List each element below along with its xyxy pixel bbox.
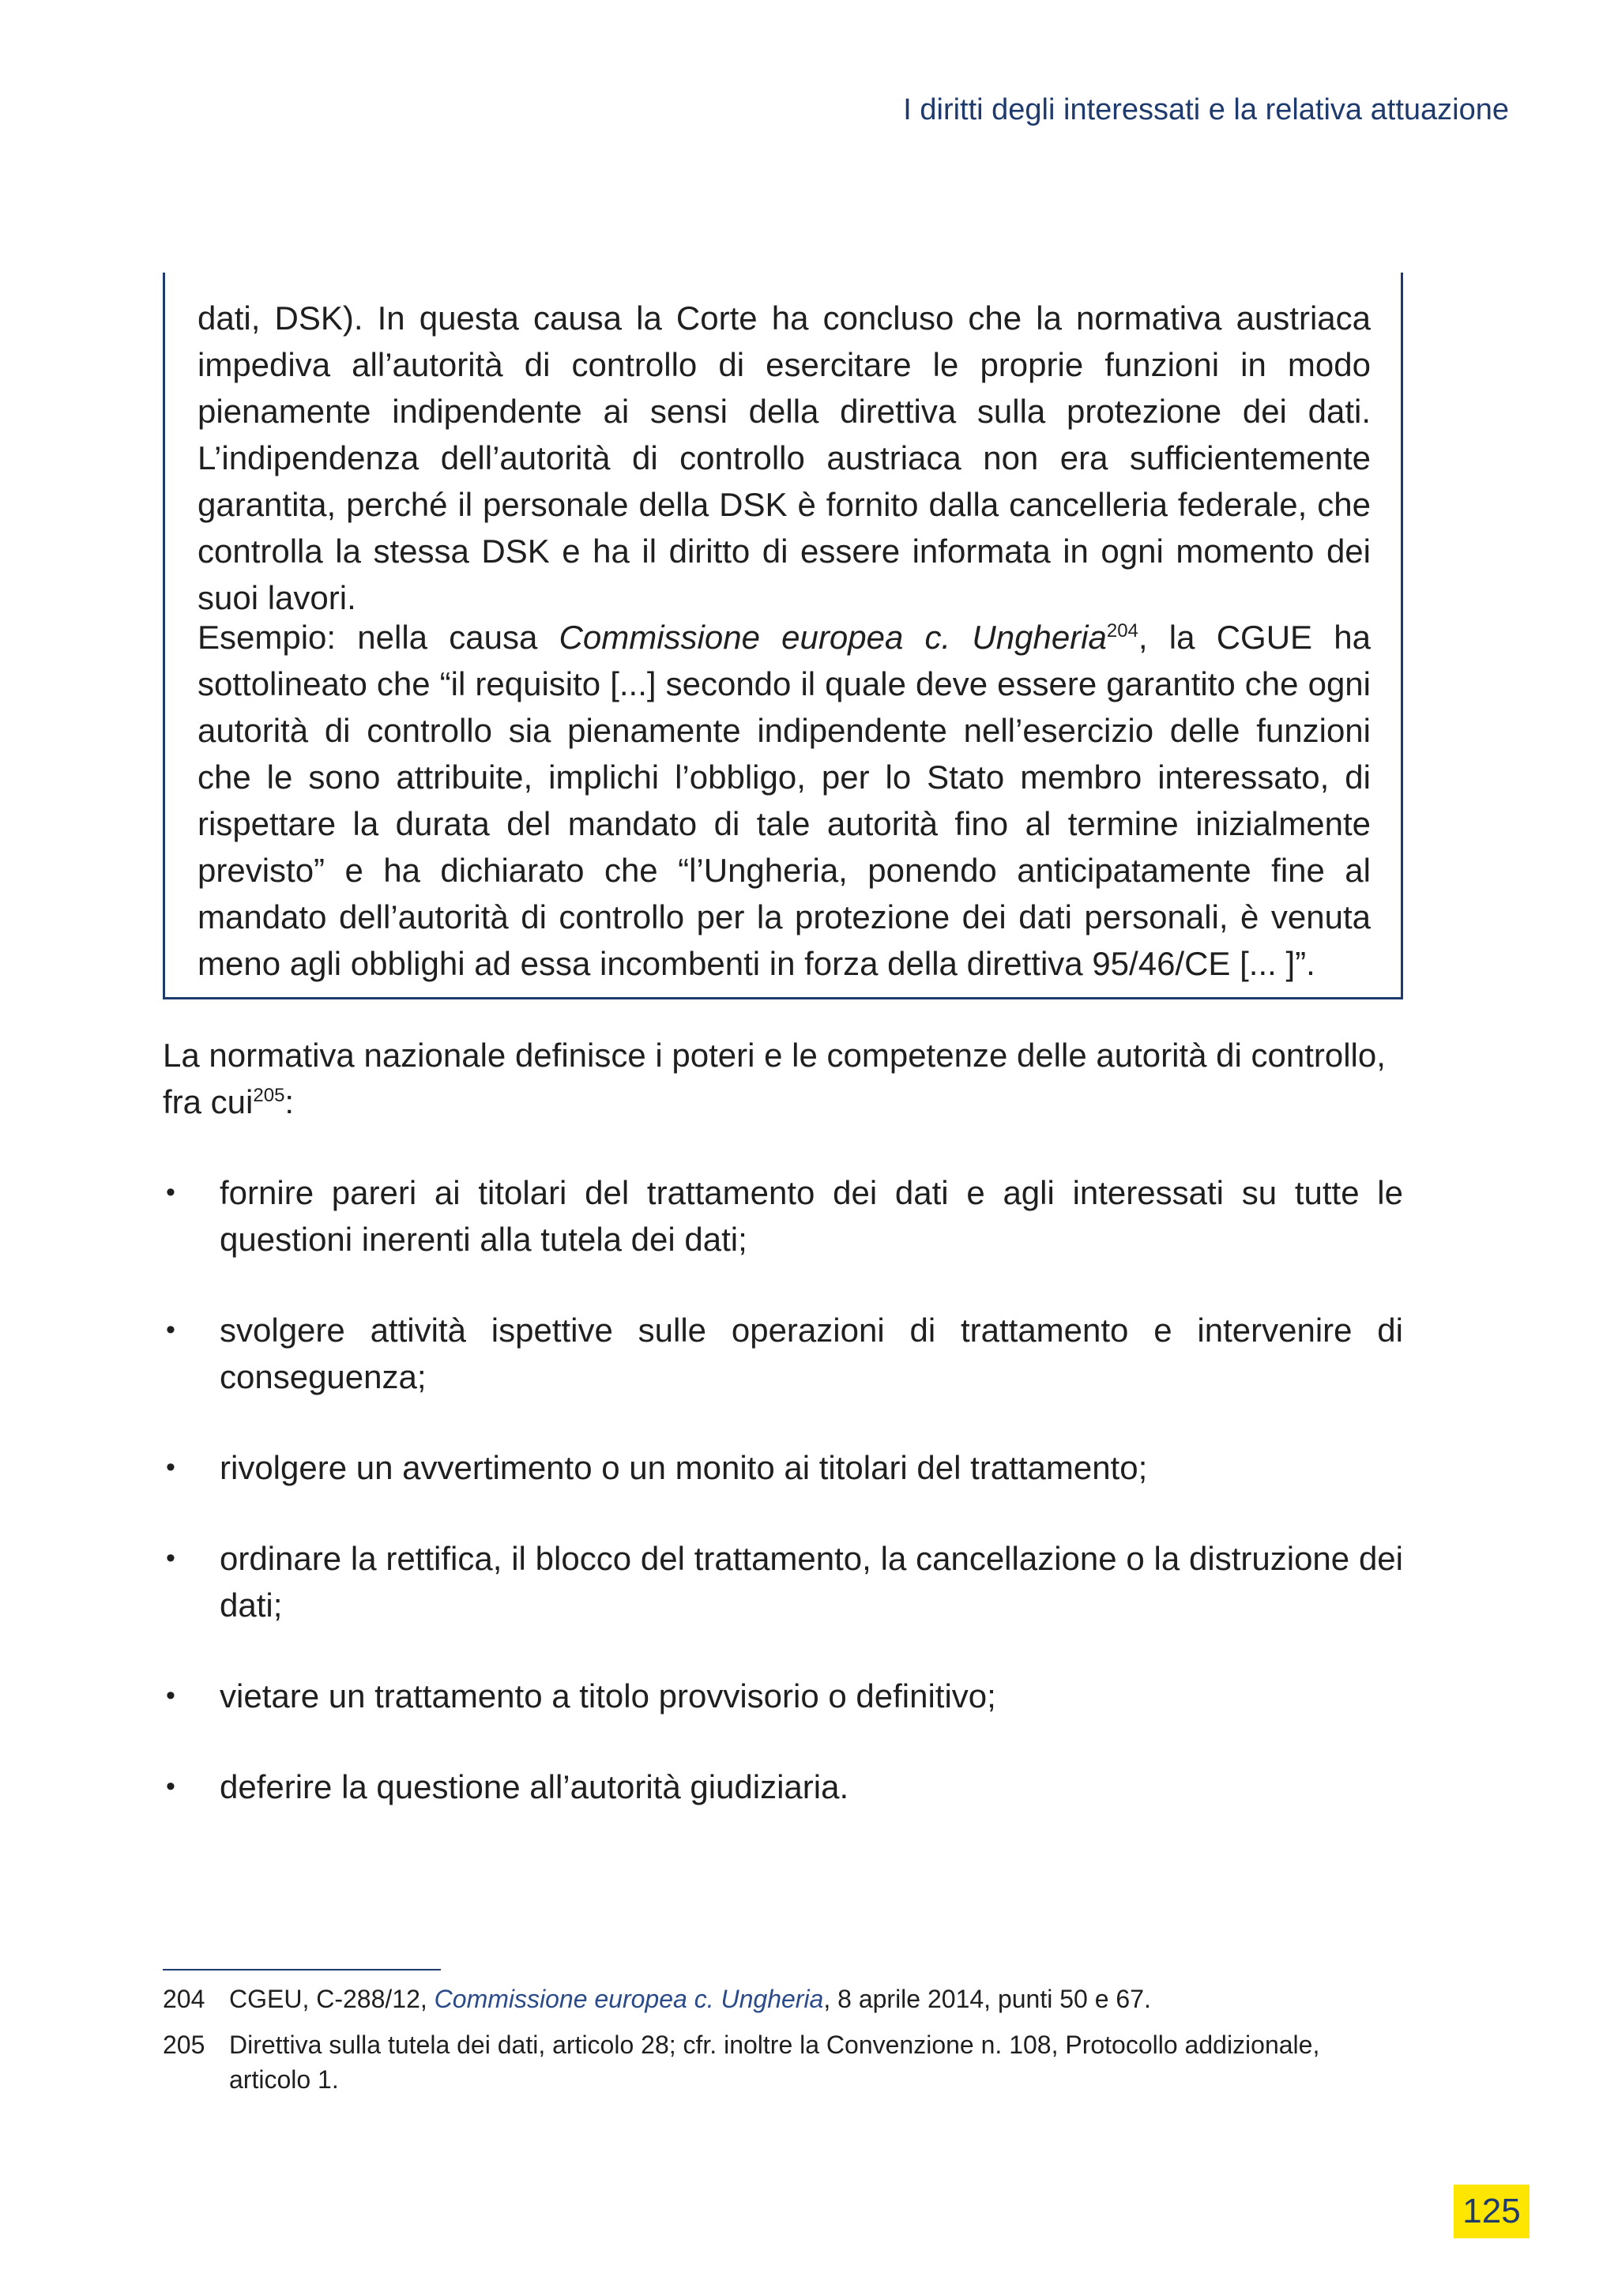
example-rest: , la CGUE ha sottolineato che “il requisito [...] secondo il quale deve essere garantito che ogni autorità di controllo sia pienamente indipendente nell’esercizio delle funzioni che le sono attribuite, implichi l’obbligo, per lo Stato membro interessato, di rispettare la durata del mandato di tale autorità fino al termine inizialmente previsto” e ha dichiarato che “l’Ungheria, ponendo anticipatamente fine al mandato dell’autorità di controllo per la protezione dei dati personali, è venuta meno agli obblighi ad essa incombenti in forza della direttiva 95/46/CE [... ]”. <box>198 619 1371 982</box>
list-item <box>163 1763 1403 1810</box>
example-paragraph-1: dati, DSK). In questa causa la Corte ha concluso che la normativa austriaca impediva all’autorità di controllo di esercitare le proprie funzioni in modo pienamente indipendente ai sensi della direttiva sulla protezione dei dati. L’indipendenza dell’autorità di controllo austriaca non era sufficientemente garantita, perché il personale della DSK è fornito dalla cancelleria federale, che controlla la stessa DSK e ha il diritto di essere informata in ogni momento dei suoi lavori. <box>198 299 1371 616</box>
bullet-icon: • <box>166 1681 175 1711</box>
powers-list <box>163 1169 1403 1854</box>
footnote-ref-205[interactable]: 205 <box>253 1085 285 1106</box>
case-name: Commissione europea c. Ungheria <box>559 619 1107 656</box>
example-lead: Esempio: nella causa <box>198 619 559 656</box>
case-link[interactable]: Commissione europea c. Ungheria <box>434 1985 824 2013</box>
footnote-prefix: CGEU, C-288/12, <box>229 1985 435 2013</box>
footnote-ref-204[interactable]: 204 <box>1106 620 1138 642</box>
bullet-icon: • <box>166 1177 175 1207</box>
list-item <box>163 1444 1403 1491</box>
footnote-205 <box>163 2027 1348 2097</box>
intro-text: La normativa nazionale definisce i poteri e le competenze delle autorità di controllo, fra cui <box>163 1037 1386 1120</box>
bullet-icon: • <box>166 1315 175 1345</box>
list-item <box>163 1673 1403 1719</box>
footnote-number: 204 <box>163 1985 205 2013</box>
list-item <box>163 1307 1403 1400</box>
bullet-icon: • <box>166 1771 175 1801</box>
page-number: 125 <box>1454 2185 1530 2238</box>
list-item-text: deferire la questione all’autorità giudiziaria. <box>220 1768 849 1805</box>
footnote-text <box>229 1982 1348 2016</box>
list-item-text: svolgere attività ispettive sulle operazioni di trattamento e intervenire di conseguenza; <box>220 1312 1403 1395</box>
bullet-icon: • <box>166 1543 175 1573</box>
intro-suffix: : <box>284 1083 295 1120</box>
footnote-number: 205 <box>163 2031 205 2059</box>
list-item <box>163 1535 1403 1628</box>
intro-paragraph <box>163 1032 1403 1125</box>
footnote-204 <box>163 1982 1348 2016</box>
footnote-suffix: , 8 aprile 2014, punti 50 e 67. <box>823 1985 1151 2013</box>
example-paragraph-2 <box>198 614 1371 987</box>
footnote-text: Direttiva sulla tutela dei dati, articolo 28; cfr. inoltre la Convenzione n. 108, Protocollo addizionale, articolo 1. <box>229 2031 1320 2094</box>
list-item-text: vietare un trattamento a titolo provvisorio o definitivo; <box>220 1677 996 1714</box>
bullet-icon: • <box>166 1452 175 1482</box>
list-item-text: ordinare la rettifica, il blocco del trattamento, la cancellazione o la distruzione dei dati; <box>220 1540 1403 1624</box>
list-item <box>163 1169 1403 1263</box>
running-header: I diritti degli interessati e la relativa attuazione <box>903 93 1509 126</box>
list-item-text: rivolgere un avvertimento o un monito ai titolari del trattamento; <box>220 1449 1148 1486</box>
footnote-divider <box>163 1969 441 1970</box>
list-item-text: fornire pareri ai titolari del trattamento dei dati e agli interessati su tutte le questioni inerenti alla tutela dei dati; <box>220 1174 1403 1258</box>
